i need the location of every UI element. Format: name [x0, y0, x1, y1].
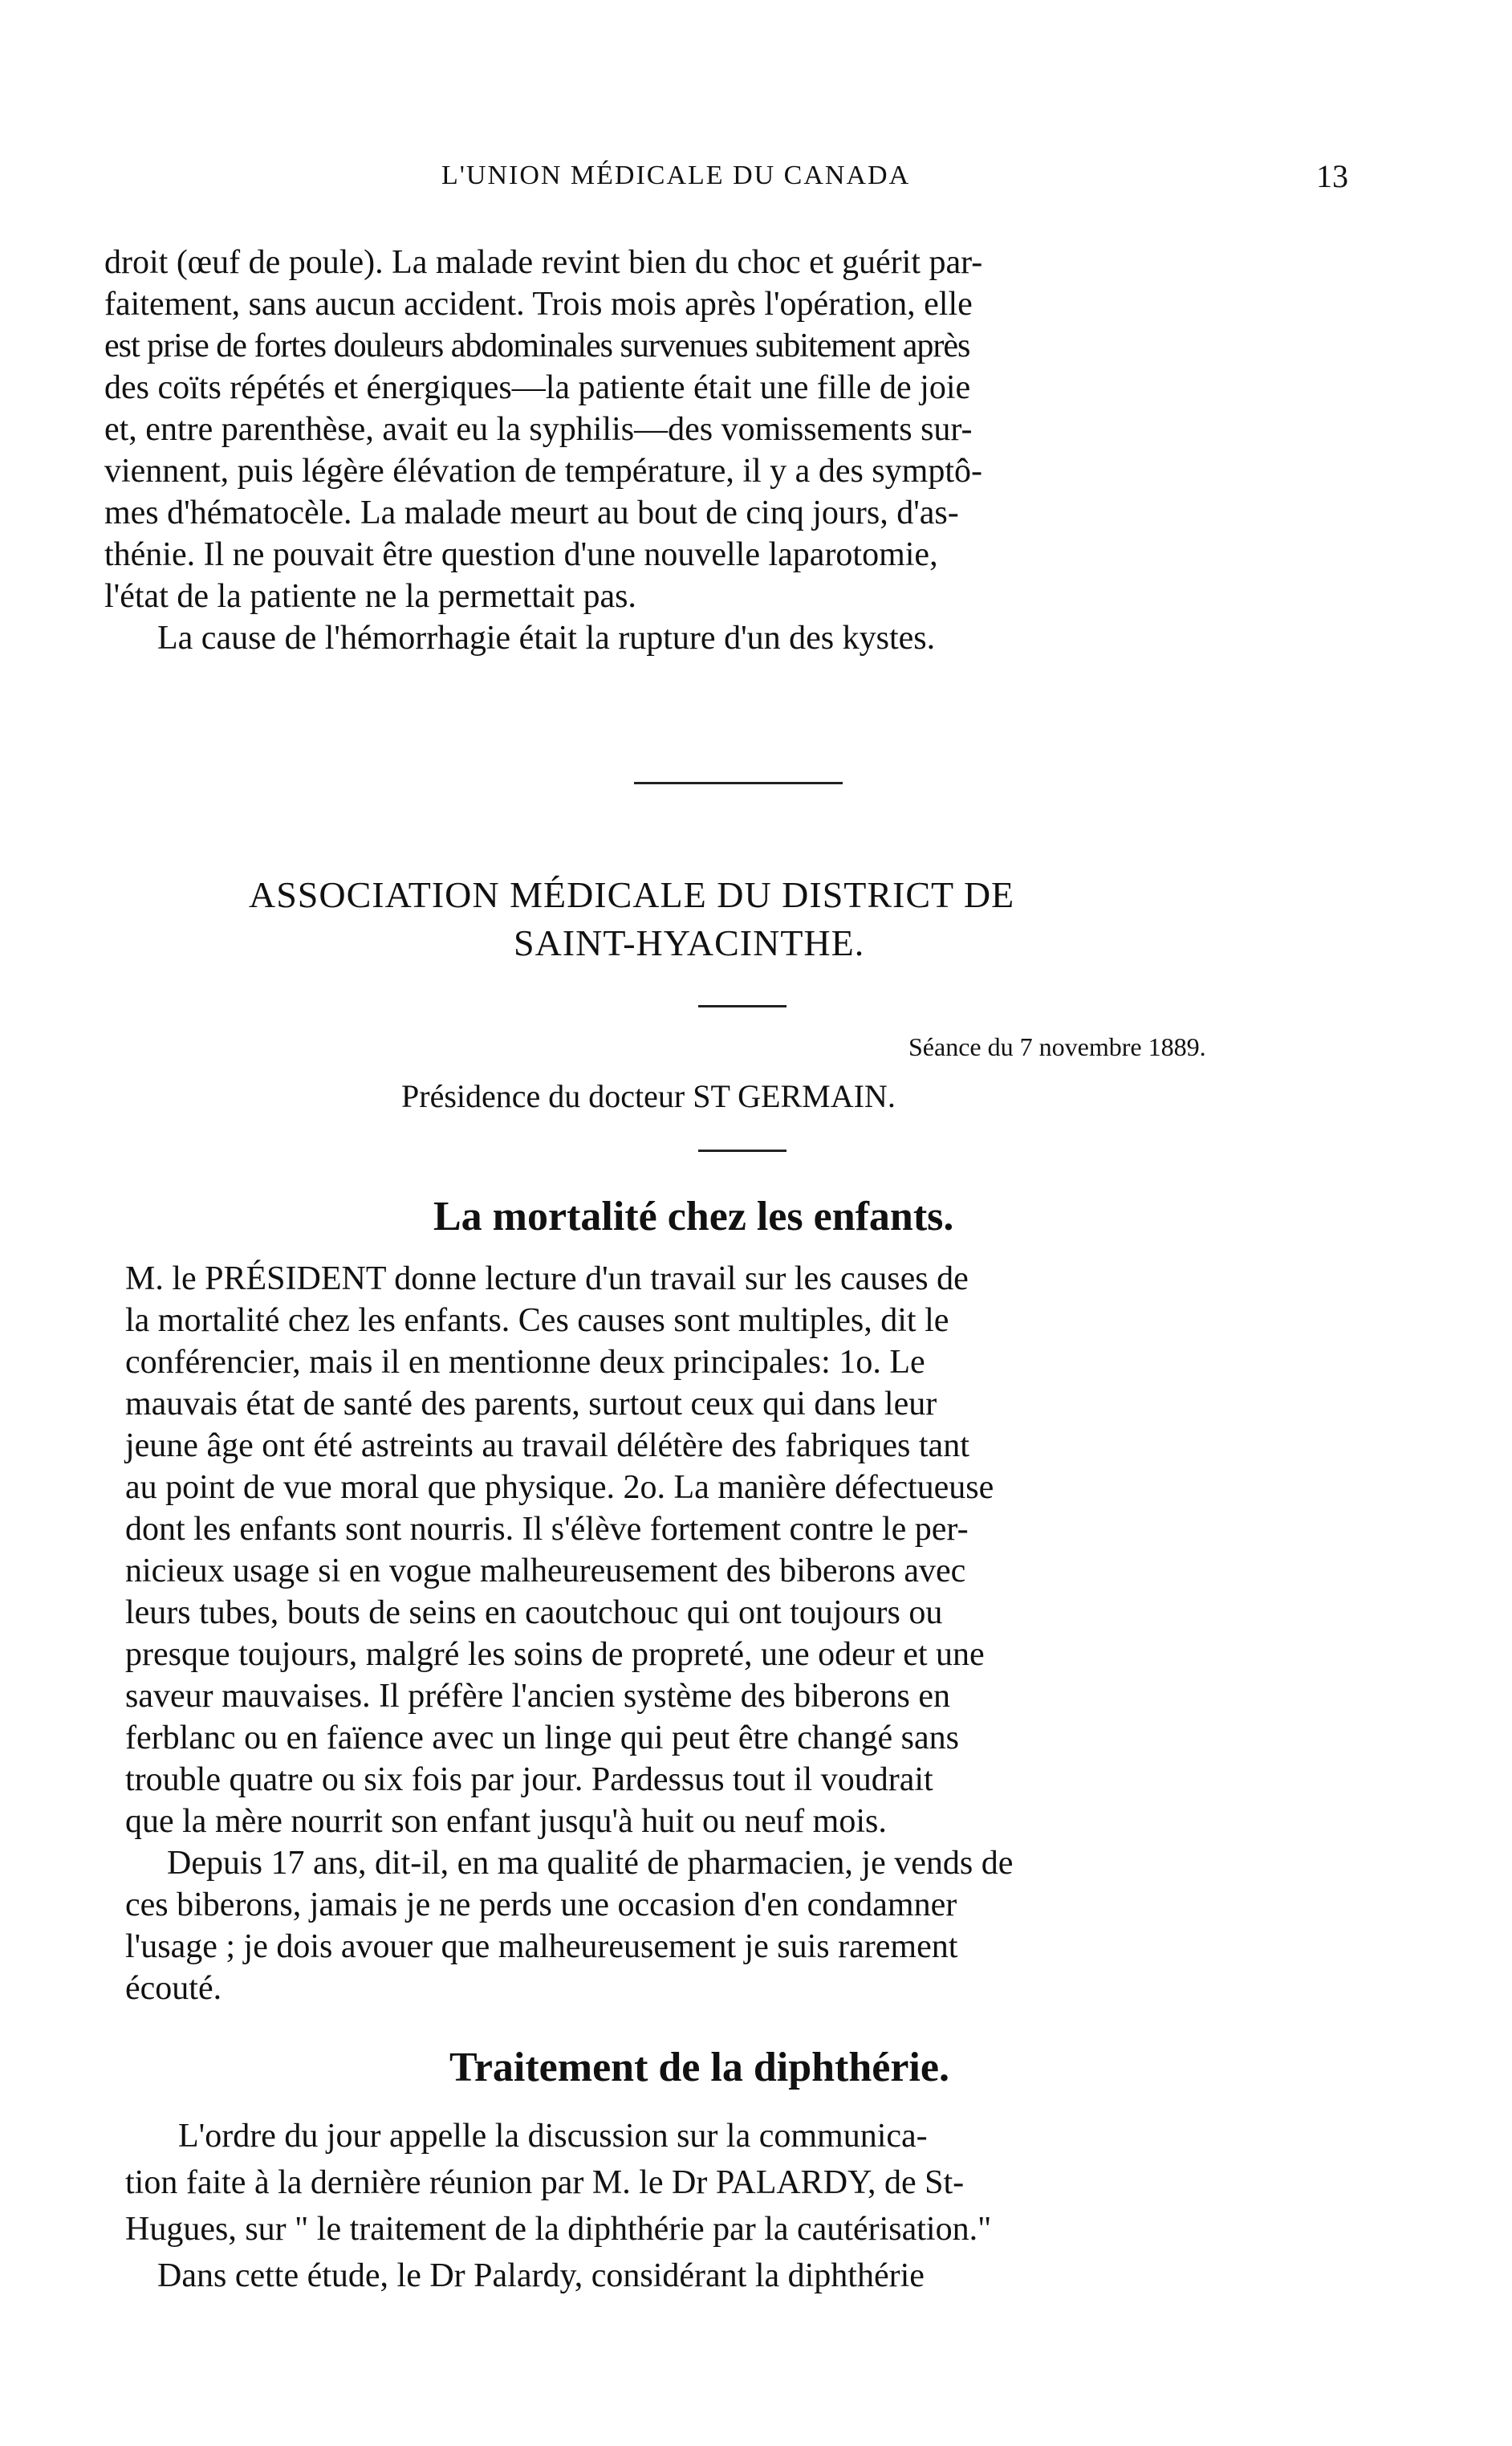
text-line: et, entre parenthèse, avait eu la syphilis—des vomissements sur-	[104, 411, 973, 448]
text-line: viennent, puis légère élévation de température, il y a des symptô-	[104, 453, 982, 490]
text-line: ces biberons, jamais je ne perds une occasion d'en condamner	[125, 1886, 957, 1923]
text-line: Dans cette étude, le Dr Palardy, considérant la diphthérie	[157, 2257, 925, 2294]
text-line: saveur mauvaises. Il préfère l'ancien système des biberons en	[125, 1678, 951, 1715]
text-line: presque toujours, malgré les soins de propreté, une odeur et une	[125, 1636, 985, 1673]
text-line: l'usage ; je dois avouer que malheureusement je suis rarement	[125, 1928, 958, 1965]
article-title: Traitement de la diphthérie.	[449, 2045, 949, 2090]
meeting-date: Séance du 7 novembre 1889.	[908, 1032, 1206, 1061]
text-line: M. le PRÉSIDENT donne lecture d'un travail sur les causes de	[125, 1260, 969, 1297]
text-line: droit (œuf de poule). La malade revint bien du choc et guérit par-	[104, 244, 983, 281]
text-line: jeune âge ont été astreints au travail délétère des fabriques tant	[125, 1427, 969, 1464]
text-line: au point de vue moral que physique. 2o. La manière défectueuse	[125, 1469, 994, 1506]
text-line: faitement, sans aucun accident. Trois mois après l'opération, elle	[104, 286, 973, 323]
article-title: La mortalité chez les enfants.	[433, 1194, 954, 1239]
text-line: thénie. Il ne pouvait être question d'une nouvelle laparotomie,	[104, 536, 938, 573]
association-heading-continued: SAINT-HYACINTHE.	[514, 922, 865, 963]
text-line: Depuis 17 ans, dit-il, en ma qualité de pharmacien, je vends de	[167, 1845, 1014, 1882]
text-line: nicieux usage si en vogue malheureusement des biberons avec	[125, 1553, 966, 1589]
text-line: que la mère nourrit son enfant jusqu'à huit ou neuf mois.	[125, 1803, 887, 1840]
text-line: L'ordre du jour appelle la discussion sur la communica-	[178, 2118, 928, 2155]
text-line: tion faite à la dernière réunion par M. le Dr PALARDY, de St-	[125, 2164, 965, 2201]
page-number: 13	[1316, 158, 1348, 194]
text-line: mes d'hématocèle. La malade meurt au bout de cinq jours, d'as-	[104, 494, 959, 531]
text-line: La cause de l'hémorrhagie était la rupture d'un des kystes.	[157, 620, 936, 657]
text-line: dont les enfants sont nourris. Il s'élève fortement contre le per-	[125, 1511, 969, 1548]
text-line: ferblanc ou en faïence avec un linge qui peut être changé sans	[125, 1720, 960, 1756]
text-line: écouté.	[125, 1970, 222, 2007]
text-line: leurs tubes, bouts de seins en caoutchouc qui ont toujours ou	[125, 1594, 943, 1631]
text-line: l'état de la patiente ne la permettait pas.	[104, 578, 636, 615]
association-heading: ASSOCIATION MÉDICALE DU DISTRICT DE	[249, 874, 1015, 915]
text-line: est prise de fortes douleurs abdominales survenues subitement après	[104, 328, 970, 364]
text-line: Hugues, sur " le traitement de la diphthérie par la cautérisation."	[125, 2211, 992, 2248]
text-line: des coïts répétés et énergiques—la patiente était une fille de joie	[104, 369, 971, 406]
running-title: L'UNION MÉDICALE DU CANADA	[441, 161, 911, 190]
section-divider	[634, 782, 843, 784]
text-line: conférencier, mais il en mentionne deux principales: 1o. Le	[125, 1344, 925, 1381]
short-divider	[698, 1150, 786, 1152]
text-line: la mortalité chez les enfants. Ces causes sont multiples, dit le	[125, 1302, 949, 1339]
short-divider	[698, 1005, 786, 1007]
text-line: trouble quatre ou six fois par jour. Pardessus tout il voudrait	[125, 1761, 933, 1798]
text-line: mauvais état de santé des parents, surtout ceux qui dans leur	[125, 1386, 937, 1422]
presidency-line: Présidence du docteur ST GERMAIN.	[401, 1078, 896, 1114]
